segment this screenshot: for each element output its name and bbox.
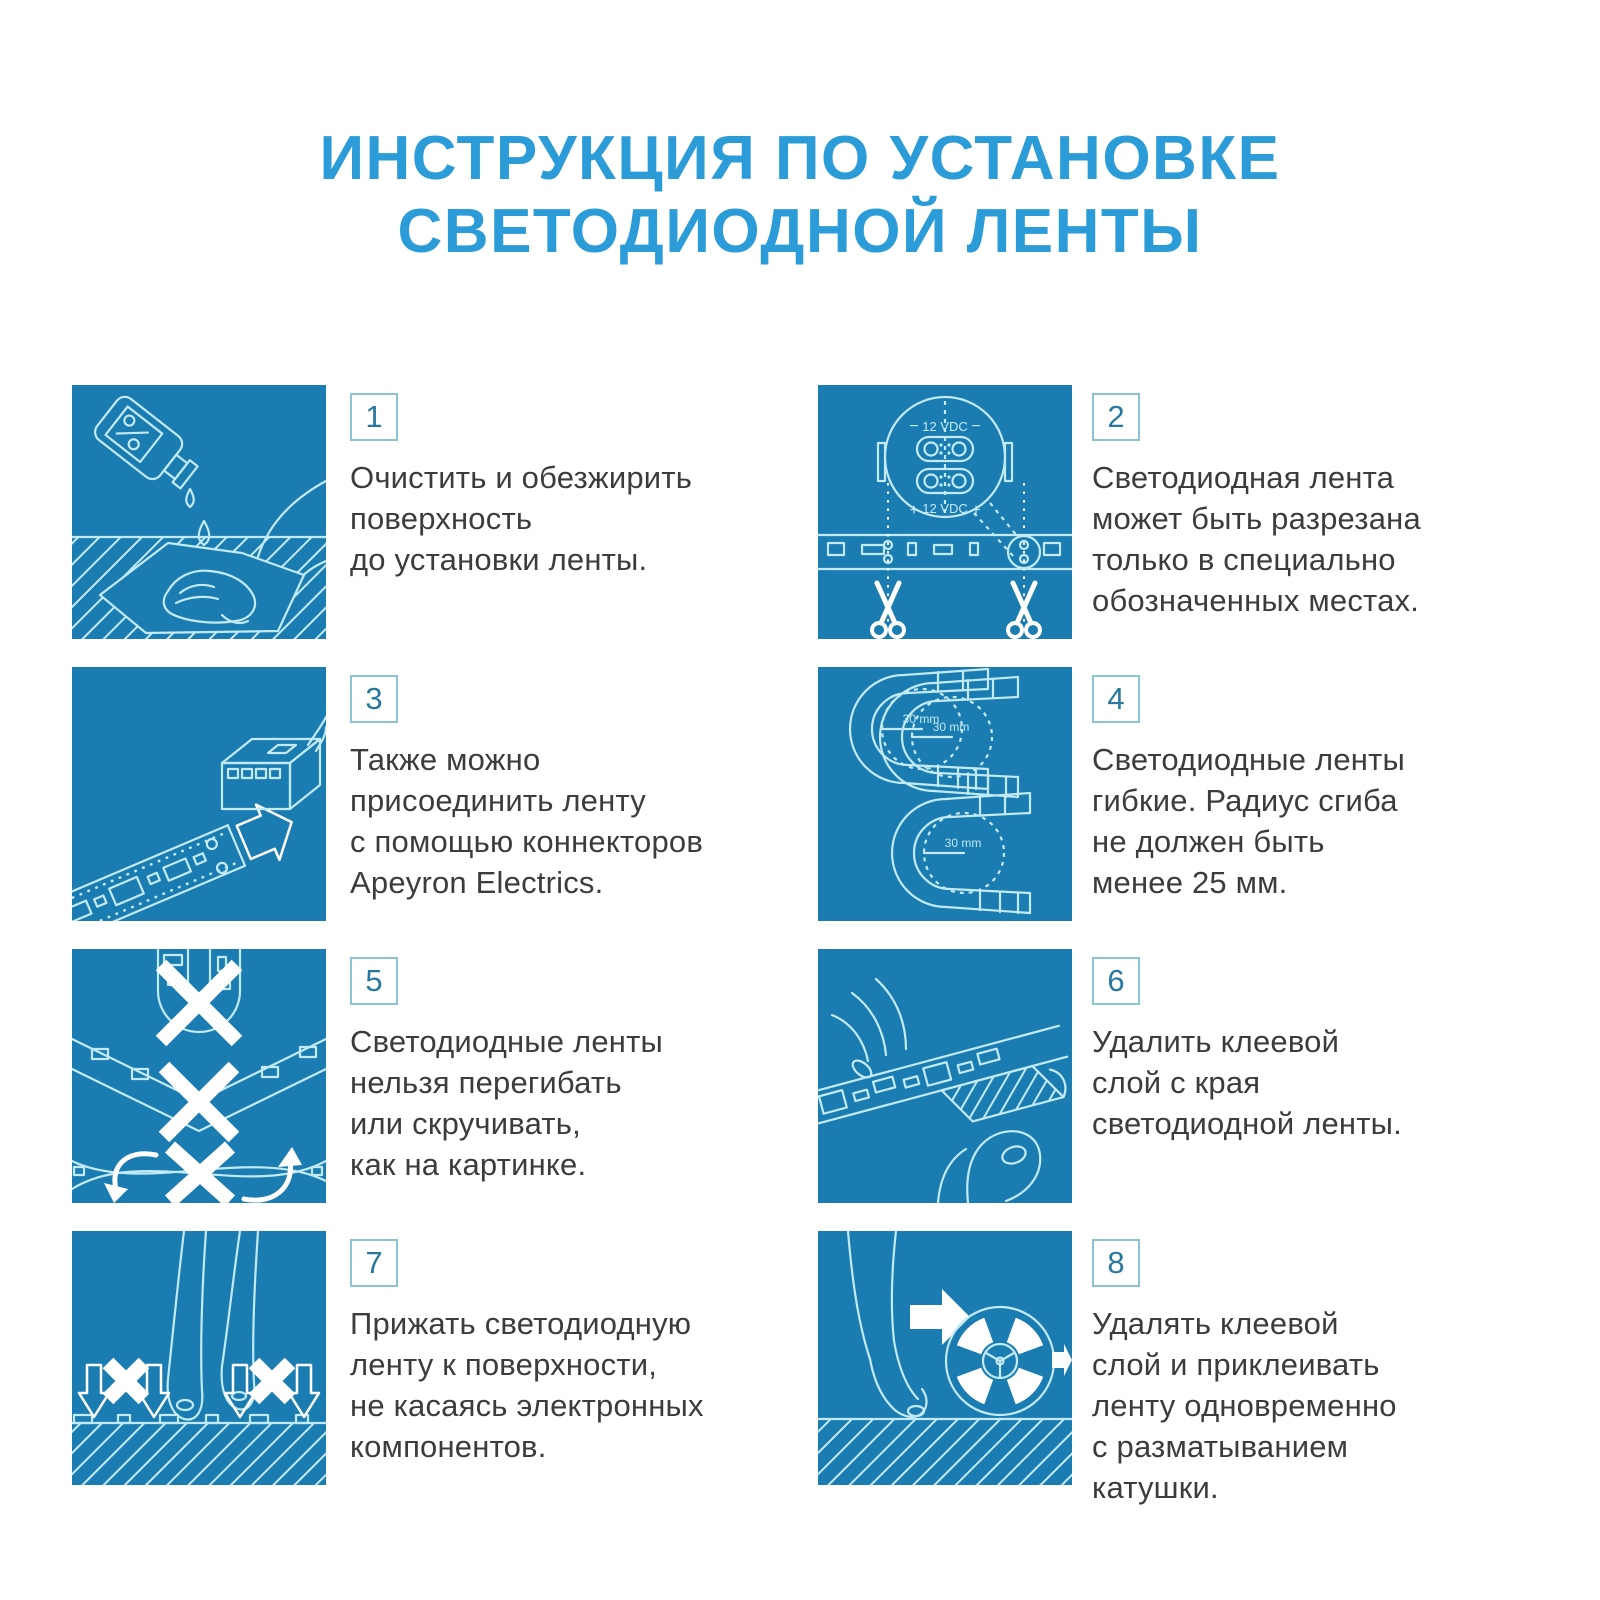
step-text-line: слой с края — [1092, 1065, 1261, 1100]
svg-text:12 VDC: 12 VDC — [922, 419, 968, 434]
step-text-line: Очистить и обезжирить — [350, 460, 693, 495]
step-text-line: Светодиодная лента — [1092, 460, 1395, 495]
cut-marks-illustration — [818, 385, 1072, 639]
step-text-line: Удалять клеевой — [1092, 1306, 1339, 1341]
step-text-line: с разматыванием — [1092, 1429, 1349, 1464]
step-text-line: с помощью коннекторов — [350, 824, 703, 859]
bend-radius-illustration — [818, 667, 1072, 921]
step-text-line: как на картинке. — [350, 1147, 587, 1182]
step-number-badge — [1092, 675, 1140, 723]
step-text — [1092, 1303, 1397, 1508]
step-text — [1092, 1021, 1402, 1144]
svg-text:+: + — [971, 502, 981, 519]
step-number-badge — [350, 393, 398, 441]
page-title-line2: СВЕТОДИОДНОЙ ЛЕНТЫ — [397, 197, 1203, 266]
step-text-line: компонентов. — [350, 1429, 547, 1464]
step-number: 6 — [1107, 963, 1125, 998]
step-text-line: Удалить клеевой — [1092, 1024, 1340, 1059]
connector-illustration — [72, 667, 326, 921]
step-text-line: нельзя перегибать — [350, 1065, 622, 1100]
step-number: 2 — [1107, 399, 1125, 434]
step-text-line: ленту к поверхности, — [350, 1347, 658, 1382]
step-text — [350, 1303, 704, 1467]
step-text-line: поверхность — [350, 501, 533, 536]
step-text-line: гибкие. Радиус сгиба — [1092, 783, 1398, 818]
step-text-line: не должен быть — [1092, 824, 1325, 859]
step-number-badge — [350, 675, 398, 723]
step-number-badge — [1092, 957, 1140, 1005]
svg-text:−: − — [909, 418, 919, 435]
step-text-line: не касаясь электронных — [350, 1388, 704, 1423]
press-strip-illustration — [72, 1231, 326, 1485]
svg-text:−: − — [971, 418, 981, 435]
step-number-badge — [1092, 393, 1140, 441]
step-number: 7 — [365, 1245, 383, 1280]
step-text — [350, 1021, 663, 1185]
step-text — [1092, 457, 1421, 621]
step-number-badge — [350, 1239, 398, 1287]
step-text-line: Светодиодные ленты — [1092, 742, 1405, 777]
step-text-line: катушки. — [1092, 1470, 1219, 1505]
no-bend-twist-illustration — [72, 949, 326, 1203]
step-number: 3 — [365, 681, 383, 716]
step-text-line: менее 25 мм. — [1092, 865, 1288, 900]
remove-adhesive-illustration — [818, 949, 1072, 1203]
step-text-line: Также можно — [350, 742, 541, 777]
step-text-line: Прижать светодиодную — [350, 1306, 692, 1341]
step-number: 8 — [1107, 1245, 1125, 1280]
step-text-line: может быть разрезана — [1092, 501, 1421, 536]
step-text-line: или скручивать, — [350, 1106, 581, 1141]
step-number-badge — [1092, 1239, 1140, 1287]
step-text-line: Apeyron Electrics. — [350, 865, 604, 900]
step-number: 4 — [1107, 681, 1125, 716]
clean-surface-illustration — [72, 385, 326, 639]
page-title — [0, 122, 1600, 268]
step-text-line: обозначенных местах. — [1092, 583, 1420, 618]
step-number-badge — [350, 957, 398, 1005]
page-title-line1: ИНСТРУКЦИЯ ПО УСТАНОВКЕ — [319, 124, 1281, 193]
step-text-line: слой и приклеивать — [1092, 1347, 1380, 1382]
svg-text:30 mm: 30 mm — [902, 712, 940, 726]
step-text-line: присоединить ленту — [350, 783, 646, 818]
step-text — [350, 457, 692, 580]
step-text — [1092, 739, 1405, 903]
unwind-reel-illustration — [818, 1231, 1072, 1485]
svg-text:+: + — [909, 502, 919, 519]
step-text-line: ленту одновременно — [1092, 1388, 1397, 1423]
svg-text:12 VDC: 12 VDC — [922, 501, 968, 516]
step-text-line: Светодиодные ленты — [350, 1024, 663, 1059]
step-number: 1 — [365, 399, 383, 434]
step-text — [350, 739, 703, 903]
step-number: 5 — [365, 963, 383, 998]
step-text-line: светодиодной ленты. — [1092, 1106, 1402, 1141]
step-text-line: до установки ленты. — [350, 542, 648, 577]
step-text-line: только в специально — [1092, 542, 1396, 577]
